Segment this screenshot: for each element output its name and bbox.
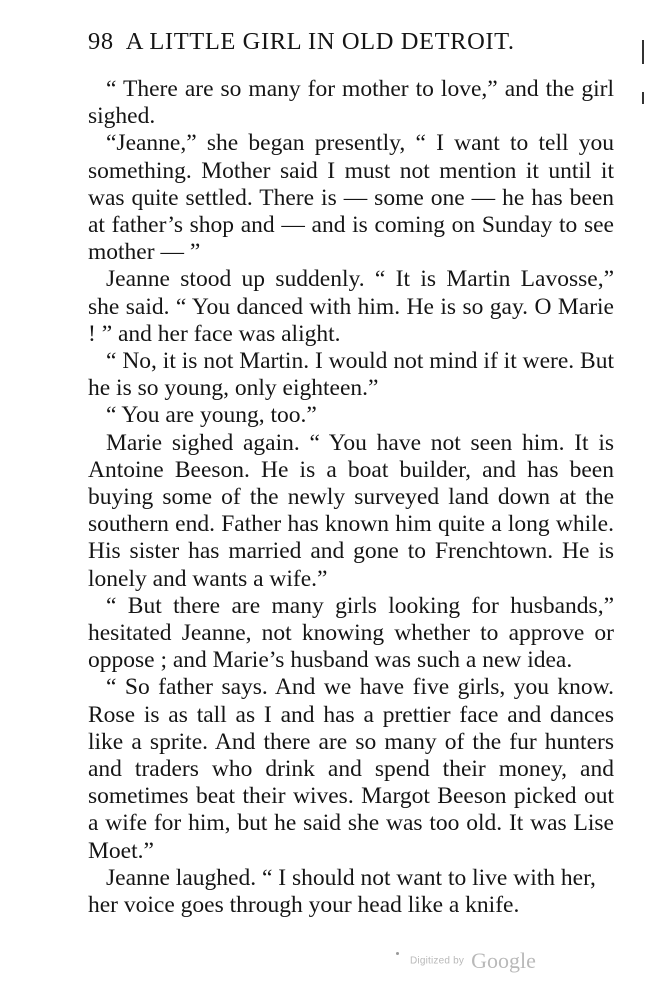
page-number: 98 — [88, 28, 114, 55]
paragraph: Marie sighed again. “ You have not seen him. It is Antoine Beeson. He is a boat builder, and has been buying some of the newly surveyed land down at the southern end. Father has known him quite a long while. His sister has married and gone to Frenchtown. He is lonely and wants a wife.” — [88, 429, 614, 592]
paragraph: Jeanne stood up suddenly. “ It is Martin Lavosse,” she said. “ You danced with him. He is so gay. O Marie ! ” and her face was alight. — [88, 266, 614, 347]
digitized-watermark — [410, 948, 536, 974]
running-title: A LITTLE GIRL IN OLD DETROIT. — [125, 28, 515, 55]
paragraph: “ You are young, too.” — [106, 402, 317, 429]
watermark-prefix: Digitized by — [410, 955, 465, 967]
paragraph: “ No, it is not Martin. I would not mind if it were. But he is so young, only eighteen.” — [88, 348, 614, 402]
paragraph: “ But there are many girls looking for husbands,” hesitated Jeanne, not knowing whether to approve or oppose ; and Marie’s husband was such a new idea. — [88, 592, 614, 674]
body-text — [88, 76, 614, 919]
paragraph: “Jeanne,” she began presently, “ I want to tell you something. Mother said I must not mention it until it was quite settled. There is — some one — he has been at father’s shop and — and is coming on Sunday to see mother — ” — [88, 130, 614, 266]
paragraph: “ So father says. And we have five girls, you know. Rose is as tall as I and has a prettier face and dances like a sprite. And there are so many of the fur hunters and traders who drink and spend their money, and sometimes beat their wives. Margot Beeson picked out a wife for him, but he said she was too old. It was Lise Moet.” — [88, 674, 614, 864]
scan-speck — [396, 952, 399, 955]
watermark-brand: Google — [471, 948, 536, 973]
paragraph: Jeanne laughed. “ I should not want to live with her, her voice goes through your head like a knife. — [88, 864, 596, 919]
edge-mark — [642, 40, 644, 64]
paragraph: “ There are so many for mother to love,” and the girl sighed. — [88, 76, 614, 130]
page-edge-marks — [632, 0, 662, 1000]
edge-mark — [642, 92, 644, 104]
page-header — [88, 28, 588, 56]
